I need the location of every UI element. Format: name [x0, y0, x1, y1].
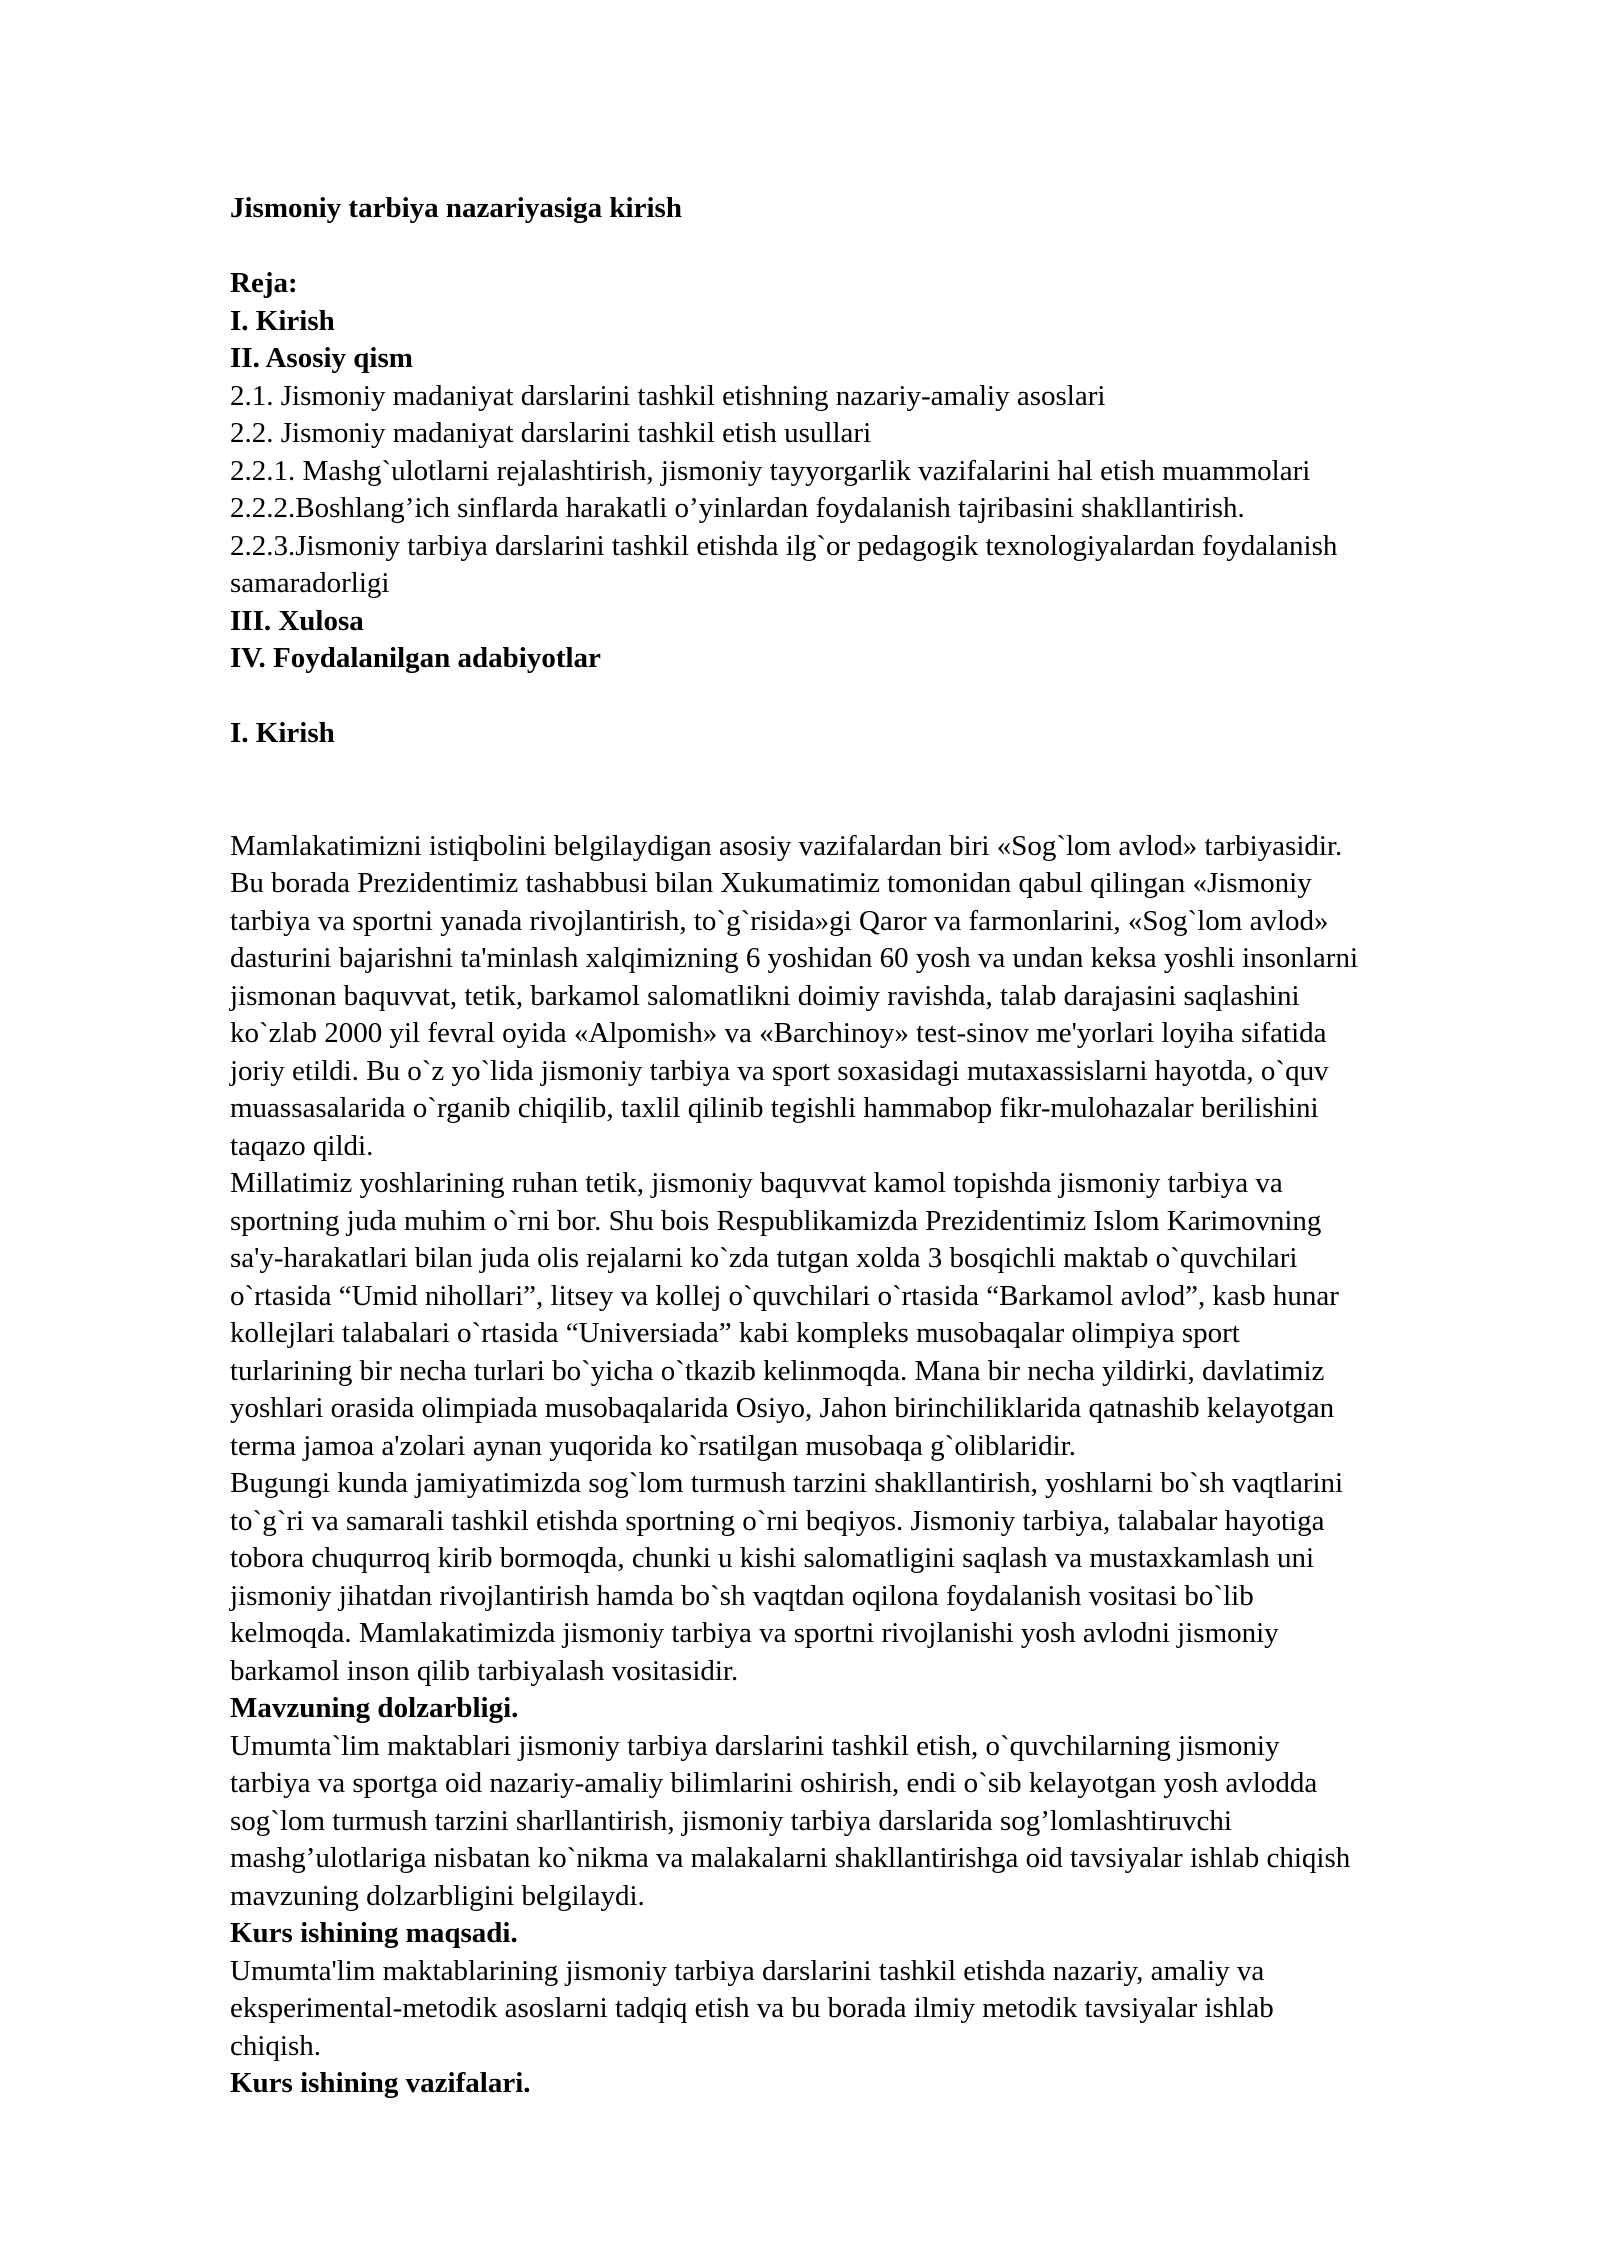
- plan-item: II. Asosiy qism: [230, 342, 413, 374]
- text-line: mavzuning dolzarbligini belgilaydi.: [230, 1879, 645, 1912]
- spacer: [230, 753, 1520, 828]
- document-title: Jismoniy tarbiya nazariyasiga kirish: [230, 192, 682, 224]
- text-line: Mamlakatimizni istiqbolini belgilaydigan asosiy vazifalardan biri «Sog`lom avlod» tarbiyasidir.: [230, 829, 1343, 862]
- relevance-paragraph: [230, 1728, 1520, 1916]
- text-line: kollejlari talabalari o`rtasida “Universiada” kabi kompleks musobaqalar olimpiya sport: [230, 1317, 1240, 1349]
- paragraph: [230, 1465, 1520, 1690]
- text-line: turlarining bir necha turlari bo`yicha o`tkazib kelinmoqda. Mana bir necha yildirki, davlatimiz: [230, 1354, 1325, 1387]
- text-line: jismonan baquvvat, tetik, barkamol salomatlikni doimiy ravishda, talab darajasini saqlashini: [230, 979, 1300, 1012]
- text-line: sa'y-harakatlari bilan juda olis rejalarni ko`zda tutgan xolda 3 bosqichli maktab o`quvchilari: [230, 1242, 1298, 1274]
- plan-item: III. Xulosa: [230, 604, 364, 637]
- intro-paragraphs: [230, 828, 1520, 1691]
- paragraph: [230, 828, 1520, 1166]
- text-line: ko`zlab 2000 yil fevral oyida «Alpomish» va «Barchinoy» test-sinov me'yorlari loyiha sifatida: [230, 1017, 1327, 1049]
- text-line: Umumta`lim maktablari jismoniy tarbiya darslarini tashkil etish, o`quvchilarning jismoniy: [230, 1729, 1280, 1762]
- text-line: sog`lom turmush tarzini sharllantirish, jismoniy tarbiya darslarida sog’lomlashtiruvchi: [230, 1804, 1232, 1837]
- intro-heading: I. Kirish: [230, 717, 335, 749]
- text-line: taqazo qildi.: [230, 1129, 374, 1162]
- plan-item: 2.1. Jismoniy madaniyat darslarini tashkil etishning nazariy-amaliy asoslari: [230, 379, 1106, 412]
- text-line: terma jamoa a'zolari aynan yuqorida ko`rsatilgan musobaqa g`oliblaridir.: [230, 1429, 1076, 1462]
- plan-item: I. Kirish: [230, 304, 335, 337]
- text-line: Bu borada Prezidentimiz tashabbusi bilan Xukumatimiz tomonidan qabul qilingan «Jismoniy: [230, 867, 1312, 899]
- goal-paragraph: [230, 1953, 1520, 2066]
- text-line: tarbiya va sportni yanada rivojlantirish, to`g`risida»gi Qaror va farmonlarini, «Sog`lom avlod»: [230, 904, 1329, 937]
- plan-item: IV. Foydalanilgan adabiyotlar: [230, 642, 601, 674]
- text-line: to`g`ri va samarali tashkil etishda sportning o`rni beqiyos. Jismoniy tarbiya, talabalar hayotiga: [230, 1504, 1325, 1537]
- text-line: tarbiya va sportga oid nazariy-amaliy bilimlarini oshirish, endi o`sib kelayotgan yosh avlodda: [230, 1767, 1318, 1799]
- plan-item: 2.2.1. Mashg`ulotlarni rejalashtirish, jismoniy tayyorgarlik vazifalarini hal etish muammolari: [230, 454, 1311, 487]
- plan-item: 2.2.2.Boshlang’ich sinflarda harakatli o’yinlardan foydalanish tajribasini shakllantirish.: [230, 492, 1245, 524]
- tasks-heading: Kurs ishining vazifalari.: [230, 2067, 531, 2099]
- plan-item: 2.2. Jismoniy madaniyat darslarini tashkil etish usullari: [230, 417, 872, 449]
- plan-list: [230, 303, 1520, 678]
- text-line: Millatimiz yoshlarining ruhan tetik, jismoniy baquvvat kamol topishda jismoniy tarbiya va: [230, 1167, 1283, 1199]
- document-page: [230, 190, 1520, 2103]
- paragraph: [230, 1165, 1520, 1465]
- spacer: [230, 228, 1520, 266]
- text-line: muassasalarida o`rganib chiqilib, taxlil qilinib tegishli hammabop fikr-mulohazalar berilishini: [230, 1092, 1319, 1124]
- spacer: [230, 678, 1520, 716]
- goal-heading: Kurs ishining maqsadi.: [230, 1917, 518, 1949]
- text-line: tobora chuqurroq kirib bormoqda, chunki u kishi salomatligini saqlash va mustaxkamlash uni: [230, 1542, 1315, 1574]
- text-line: o`rtasida “Umid nihollari”, litsey va kollej o`quvchilari o`rtasida “Barkamol avlod”, kasb hunar: [230, 1279, 1339, 1312]
- text-line: Umumta'lim maktablarining jismoniy tarbiya darslarini tashkil etishda nazariy, amaliy va: [230, 1954, 1265, 1987]
- text-line: dasturini bajarishni ta'minlash xalqimizning 6 yoshidan 60 yosh va undan keksa yoshli insonlarni: [230, 942, 1359, 974]
- plan-section: [230, 265, 1520, 678]
- text-line: jismoniy jihatdan rivojlantirish hamda bo`sh vaqtdan oqilona foydalanish vositasi bo`lib: [230, 1579, 1254, 1612]
- text-line: joriy etildi. Bu o`z yo`lida jismoniy tarbiya va sport soxasidagi mutaxassislarni hayotda, o`quv: [230, 1054, 1329, 1087]
- text-line: barkamol inson qilib tarbiyalash vositasidir.: [230, 1654, 739, 1687]
- plan-item: samaradorligi: [230, 567, 390, 599]
- text-line: eksperimental-metodik asoslarni tadqiq etish va bu borada ilmiy metodik tavsiyalar ishlab: [230, 1992, 1274, 2024]
- text-line: yoshlari orasida olimpiada musobaqalarida Osiyo, Jahon birinchiliklarida qatnashib kelayotgan: [230, 1392, 1335, 1424]
- text-line: sportning juda muhim o`rni bor. Shu bois Respublikamizda Prezidentimiz Islom Karimovning: [230, 1204, 1322, 1237]
- text-line: Bugungi kunda jamiyatimizda sog`lom turmush tarzini shakllantirish, yoshlarni bo`sh vaqtlarini: [230, 1467, 1344, 1499]
- relevance-heading: Mavzuning dolzarbligi.: [230, 1692, 519, 1724]
- text-line: chiqish.: [230, 2029, 322, 2062]
- plan-item: 2.2.3.Jismoniy tarbiya darslarini tashkil etishda ilg`or pedagogik texnologiyalardan foydalanish: [230, 529, 1338, 562]
- plan-heading: Reja:: [230, 267, 298, 299]
- text-line: kelmoqda. Mamlakatimizda jismoniy tarbiya va sportni rivojlanishi yosh avlodni jismoniy: [230, 1617, 1279, 1649]
- text-line: mashg’ulotlariga nisbatan ko`nikma va malakalarni shakllantirishga oid tavsiyalar ishlab chiqish: [230, 1842, 1351, 1874]
